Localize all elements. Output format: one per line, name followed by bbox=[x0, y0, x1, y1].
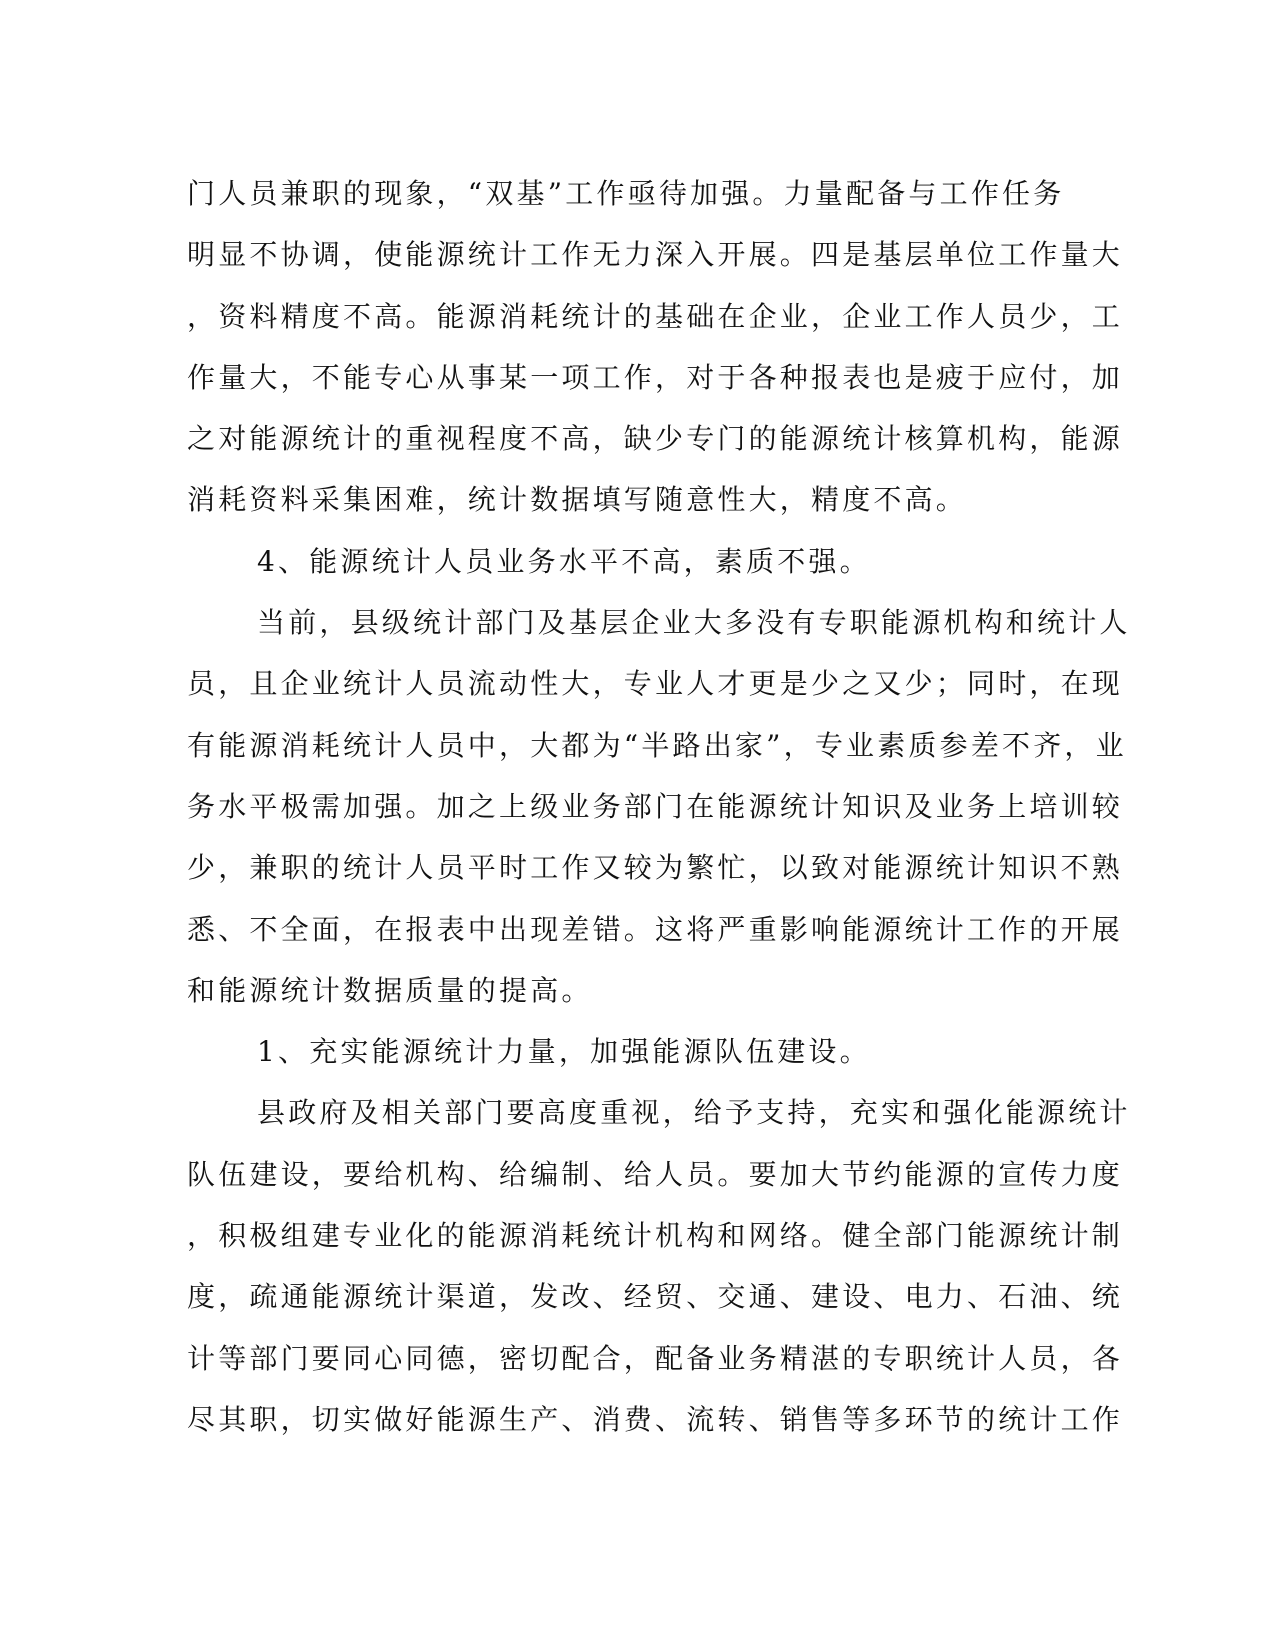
text-line: 有能源消耗统计人员中，大都为“半路出家”，专业素质参差不齐，业 bbox=[187, 728, 1127, 762]
text-line: 明显不协调，使能源统计工作无力深入开展。四是基层单位工作量大 bbox=[187, 238, 1124, 272]
section-heading: 4、能源统计人员业务水平不高，素质不强。 bbox=[257, 544, 871, 578]
text-line: 度，疏通能源统计渠道，发改、经贸、交通、建设、电力、石油、统 bbox=[187, 1280, 1124, 1314]
text-line: 和能源统计数据质量的提高。 bbox=[187, 973, 593, 1007]
text-line: ，资料精度不高。能源消耗统计的基础在企业，企业工作人员少，工 bbox=[187, 299, 1124, 333]
section-heading: 1、充实能源统计力量，加强能源队伍建设。 bbox=[257, 1035, 871, 1069]
text-line: 务水平极需加强。加之上级业务部门在能源统计知识及业务上培训较 bbox=[187, 789, 1124, 823]
text-line: 之对能源统计的重视程度不高，缺少专门的能源统计核算机构，能源 bbox=[187, 422, 1124, 456]
text-line: 计等部门要同心同德，密切配合，配备业务精湛的专职统计人员，各 bbox=[187, 1341, 1124, 1375]
paragraph-start-line: 县政府及相关部门要高度重视，给予支持，充实和强化能源统计 bbox=[257, 1096, 1131, 1130]
text-line: 队伍建设，要给机构、给编制、给人员。要加大节约能源的宣传力度 bbox=[187, 1157, 1124, 1191]
text-line: 悉、不全面，在报表中出现差错。这将严重影响能源统计工作的开展 bbox=[187, 912, 1124, 946]
text-line: 尽其职，切实做好能源生产、消费、流转、销售等多环节的统计工作 bbox=[187, 1402, 1124, 1436]
text-line: 员，且企业统计人员流动性大，专业人才更是少之又少；同时，在现 bbox=[187, 667, 1124, 701]
paragraph-start-line: 当前，县级统计部门及基层企业大多没有专职能源机构和统计人 bbox=[257, 606, 1131, 640]
text-line: 消耗资料采集困难，统计数据填写随意性大，精度不高。 bbox=[187, 483, 968, 517]
text-line: 作量大，不能专心从事某一项工作，对于各种报表也是疲于应付，加 bbox=[187, 360, 1124, 394]
body-text bbox=[187, 163, 1131, 1450]
text-line: 门人员兼职的现象，“双基”工作亟待加强。力量配备与工作任务 bbox=[187, 177, 1065, 210]
text-line: ，积极组建专业化的能源消耗统计机构和网络。健全部门能源统计制 bbox=[187, 1219, 1124, 1253]
text-line: 少，兼职的统计人员平时工作又较为繁忙，以致对能源统计知识不熟 bbox=[187, 851, 1124, 885]
